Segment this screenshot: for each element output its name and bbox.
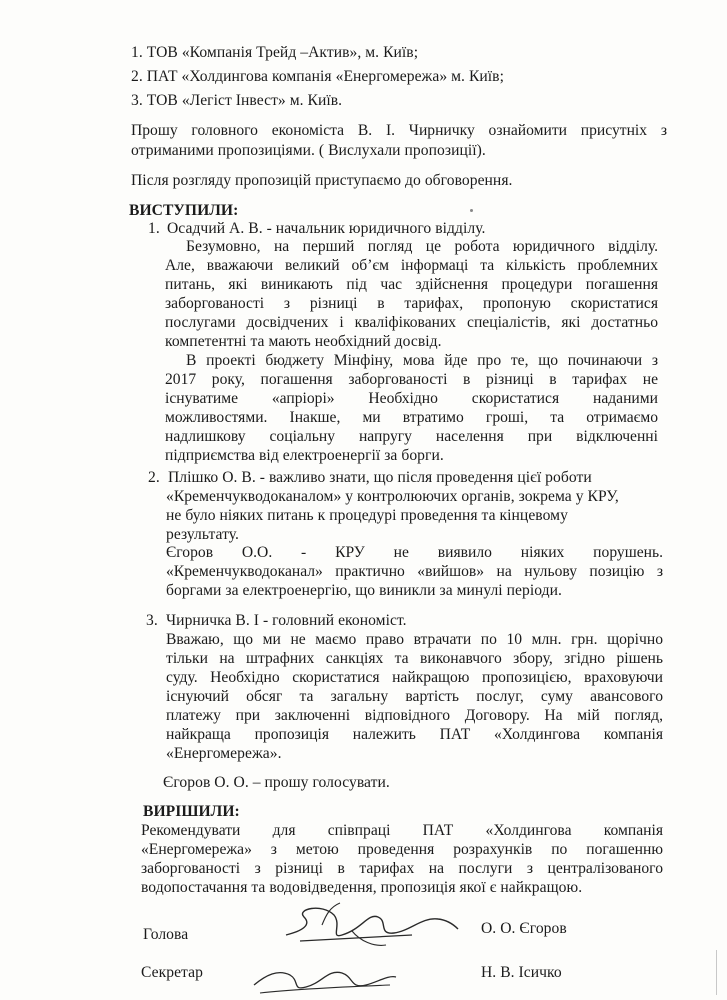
speech-line: можливостями. Інакше, ми втратимо гроші, та отримаємо	[165, 409, 658, 426]
speech-line: існуючий обсяг та загальну вартість послуг, суму авансового	[166, 688, 663, 705]
speech-line: тільки на штрафних санкціях та виконавчого збору, згідно рішень	[166, 650, 663, 667]
speech-line: компетентні та мають необхідний досвід.	[165, 333, 442, 350]
reply-line: боргами за електроенергію, що виникли за минулі періоди.	[166, 582, 562, 599]
vote-line: Єгоров О. О. – прошу голосувати.	[163, 774, 390, 791]
intro-line: Прошу головного економіста В. І. Чирничку ознайомити присутніх з	[131, 122, 667, 139]
speech-number: 2.	[148, 469, 160, 486]
chair-signature	[282, 895, 462, 957]
secretary-signature	[250, 955, 400, 1000]
speaker-heading: Чирничка В. І - головний економіст.	[166, 612, 407, 629]
speech-line: Безумовно, на перший погляд це робота юридичного відділу.	[186, 238, 658, 255]
speaker-heading: Осадчий А. В. - начальник юридичного відділу.	[167, 220, 486, 237]
list-item	[131, 91, 342, 110]
speech-number: 3.	[146, 612, 158, 629]
decision-heading: ВИРІШИЛИ:	[143, 803, 240, 820]
decision-line: «Енергомережа» з метою проведення розрахунків по погашенню	[141, 841, 663, 858]
speech-line: надлишкову соціальну напругу населення при відключенні	[165, 428, 658, 445]
speech-line: питань, які виникають під час здійснення процедури погашення	[165, 276, 658, 293]
intro-line: Після розгляду пропозицій приступаємо до обговорення.	[131, 172, 513, 189]
secretary-name: Н. В. Ісичко	[481, 964, 562, 981]
decision-line: водопостачання та водовідведення, пропозиція якої є найкращою.	[141, 879, 583, 896]
intro-line: отриманими пропозиціями. ( Вислухали пропозиції).	[131, 142, 486, 159]
decision-line: заборгованості з різниці в тарифах на послуги з централізованого	[141, 860, 663, 877]
list-item-text: ТОВ «Компанія Трейд –Актив», м. Київ;	[146, 44, 419, 61]
speech-line: Вважаю, що ми не маємо право втрачати по 10 млн. грн. щорічно	[166, 631, 663, 648]
speech-line: «Енергомережа».	[166, 745, 282, 762]
speech-line: платежу при заключенні відповідного Договору. На мій погляд,	[166, 707, 663, 724]
speech-line: Але, вважаючи великий об’єм інформаці та кількість проблемних	[165, 257, 658, 274]
speech-line: 2017 року, погашення заборгованості в різниці в тарифах не	[165, 371, 658, 388]
list-item-text: ТОВ «Легіст Інвест» м. Київ.	[146, 92, 343, 109]
speech-line: підприємства від електроенергії за борги.	[165, 447, 444, 464]
scan-edge	[716, 950, 717, 995]
speech-line: послугами досвідчених і кваліфікованих спеціалістів, які достатньо	[165, 314, 658, 331]
list-item-number: 3.	[131, 92, 143, 109]
chair-label: Голова	[143, 926, 189, 943]
speeches-heading: ВИСТУПИЛИ:	[129, 202, 239, 219]
list-item	[131, 67, 504, 86]
speech-line: існуватиме «апріорі» Необхідно скористатися наданими	[165, 390, 658, 407]
list-item-number: 2.	[131, 68, 143, 85]
speech-line: «Кременчукводоканалом» у контролюючих органів, зокрема у КРУ,	[166, 488, 619, 505]
speech-line: результату.	[166, 526, 239, 543]
speech-line: Плішко О. В. - важливо знати, що після проведення цієї роботи	[168, 469, 592, 486]
secretary-label: Секретар	[141, 964, 203, 981]
speech-line: суду. Необхідно скористатися найкращою пропозицією, враховуючи	[166, 669, 663, 686]
speech-number: 1.	[148, 220, 160, 237]
speech-line: найкраща пропозиція належить ПАТ «Холдингова компанія	[166, 726, 663, 743]
decision-line: Рекомендувати для співпраці ПАТ «Холдингова компанія	[141, 822, 663, 839]
chair-name: О. О. Єгоров	[481, 920, 567, 937]
scan-dot	[470, 209, 473, 212]
speech-line: не було ніяких питань к процедурі проведення та кінцевому	[166, 507, 568, 524]
reply-line: Єгоров О.О. - КРУ не виявило ніяких порушень.	[166, 544, 663, 561]
list-item-text: ПАТ «Холдингова компанія «Енергомережа» м. Київ;	[146, 68, 504, 85]
speech-line: заборгованості з різниці в тарифах, пропоную скористатися	[165, 295, 658, 312]
reply-line: «Кременчукводоканал» практично «вийшов» на нульову позицію з	[166, 563, 663, 580]
speech-line: В проекті бюджету Мінфіну, мова йде про те, що починаючи з	[186, 352, 658, 369]
list-item-number: 1.	[131, 44, 143, 61]
list-item	[131, 43, 418, 62]
